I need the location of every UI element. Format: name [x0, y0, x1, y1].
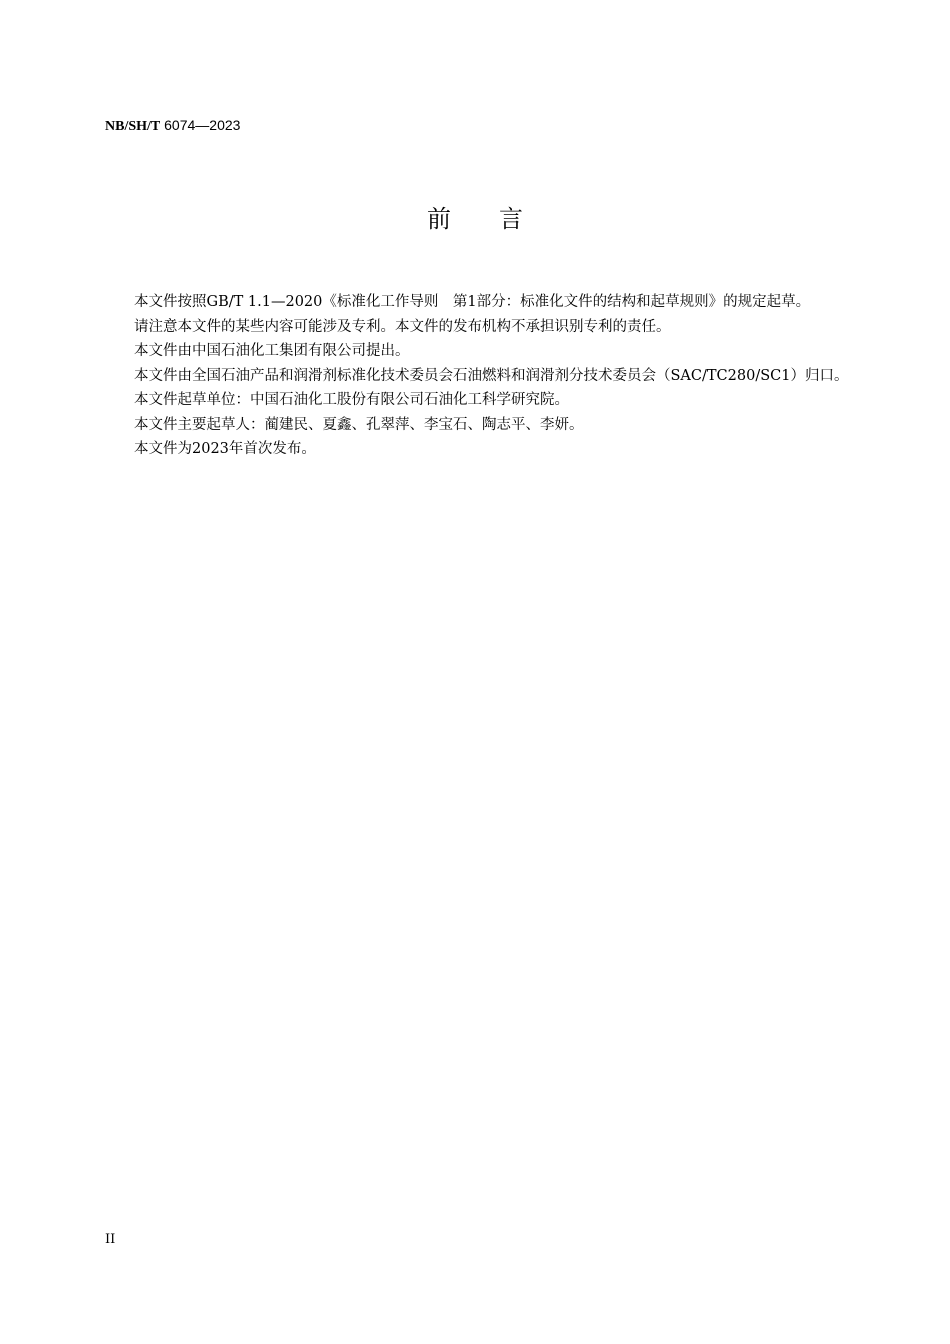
standard-code: [105, 116, 240, 136]
page-number: II: [105, 1232, 116, 1247]
paragraph-patent-notice: 请注意本文件的某些内容可能涉及专利。本文件的发布机构不承担识别专利的责任。: [134, 318, 671, 335]
paragraph-drafting-rules: 本文件按照GB/T 1.1—2020《标准化工作导则 第1部分：标准化文件的结构和起草规则》的规定起草。: [134, 294, 811, 310]
paragraph-drafting-unit: 本文件起草单位：中国石油化工股份有限公司石油化工科学研究院。: [134, 392, 569, 408]
standard-code-number: 6074—2023: [160, 117, 241, 133]
paragraph-technical-committee: 本文件由全国石油产品和润滑剂标准化技术委员会石油燃料和润滑剂分技术委员会（SAC/TC280/SC1）归口。: [134, 367, 849, 384]
standard-code-prefix: NB/SH/T: [105, 119, 161, 134]
foreword-body: [105, 290, 851, 462]
paragraph-proposer: 本文件由中国石油化工集团有限公司提出。: [134, 343, 410, 359]
page-title: 前言: [427, 205, 571, 233]
paragraph-drafters: 本文件主要起草人：蔺建民、夏鑫、孔翠萍、李宝石、陶志平、李妍。: [134, 416, 584, 433]
paragraph-release-info: 本文件为2023年首次发布。: [134, 441, 316, 457]
